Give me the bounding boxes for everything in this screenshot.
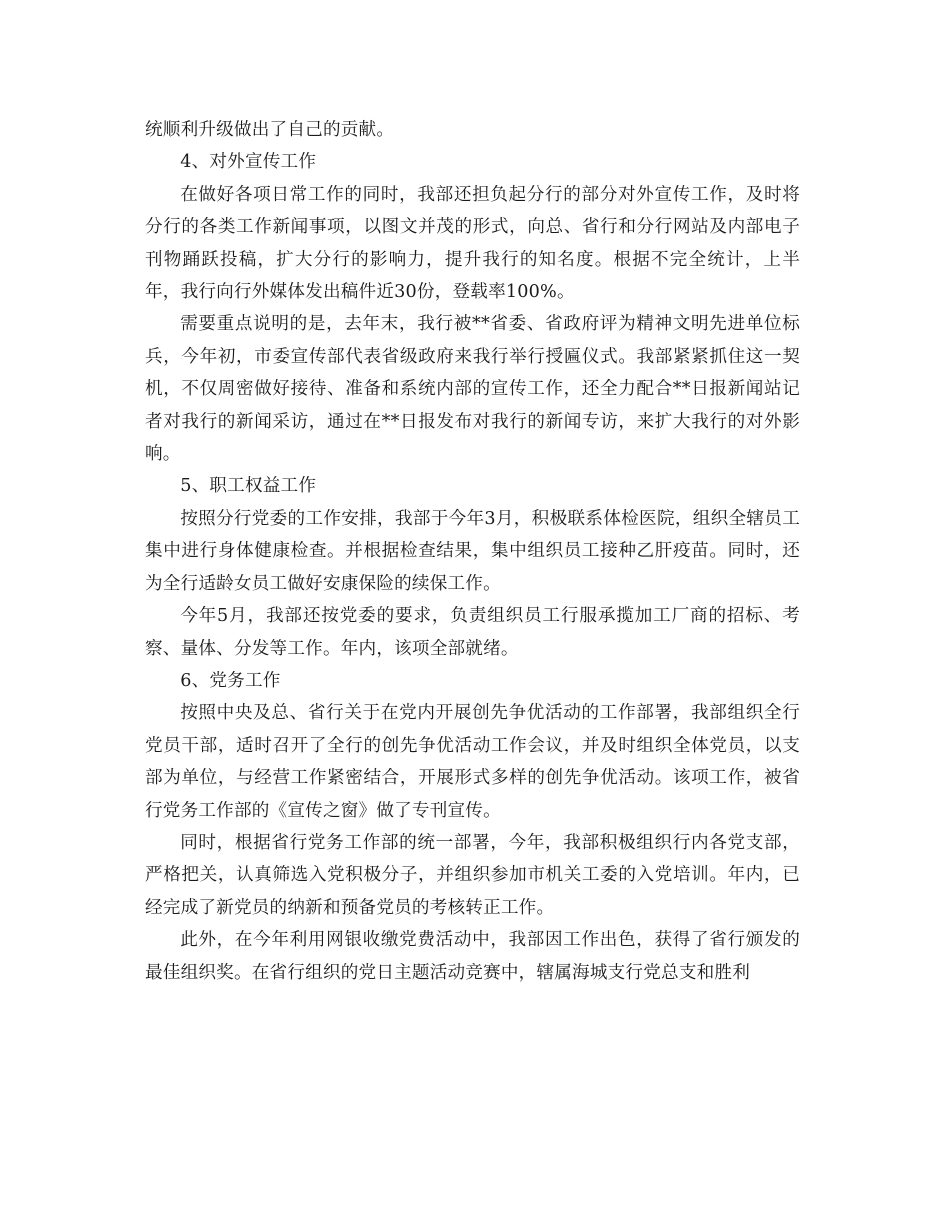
paragraph-party-activities: 按照中央及总、省行关于在党内开展创先争优活动的工作部署，我部组织全行党员干部，适时召开了全行的创先争优活动工作会议，并及时组织全体党员，以支部为单位，与经营工作紧密结合，开展形式多样的创先争优活动。该项工作，被省行党务工作部的《宣传之窗》做了专刊宣传。 — [145, 703, 800, 821]
paragraph-publicity-highlight: 需要重点说明的是，去年末，我行被**省委、省政府评为精神文明先进单位标兵，今年初，市委宣传部代表省级政府来我行举行授匾仪式。我部紧紧抓住这一契机，不仅周密做好接待、准备和系统内部的宣传工作，还全力配合**日报新闻站记者对我行的新闻采访，通过在**日报发布对我行的新闻专访，来扩大我行的对外影响。 — [145, 314, 800, 465]
document-body — [145, 114, 800, 989]
section-heading-publicity: 4、对外宣传工作 — [180, 152, 317, 173]
paragraph-party-awards: 此外，在今年利用网银收缴党费活动中，我部因工作出色，获得了省行颁发的最佳组织奖。在省行组织的党日主题活动竞赛中，辖属海城支行党总支和胜利 — [145, 930, 800, 983]
section-heading-employee-rights: 5、职工权益工作 — [180, 476, 317, 497]
section-heading-party-affairs: 6、党务工作 — [180, 670, 281, 691]
paragraph-publicity: 在做好各项日常工作的同时，我部还担负起分行的部分对外宣传工作，及时将分行的各类工作新闻事项，以图文并茂的形式，向总、省行和分行网站及内部电子刊物踊跃投稿，扩大分行的影响力，提升我行的知名度。根据不完全统计，上半年，我行向行外媒体发出稿件近30份，登载率100%。 — [145, 184, 800, 303]
paragraph-health-check: 按照分行党委的工作安排，我部于今年3月，积极联系体检医院，组织全辖员工集中进行身体健康检查。并根据检查结果，集中组织员工接种乙肝疫苗。同时，还为全行适龄女员工做好安康保险的续保工作。 — [145, 508, 800, 594]
paragraph-uniforms: 今年5月，我部还按党委的要求，负责组织员工行服承揽加工厂商的招标、考察、量体、分发等工作。年内，该项全部就绪。 — [145, 606, 800, 659]
paragraph-party-membership: 同时，根据省行党务工作部的统一部署，今年，我部积极组织行内各党支部，严格把关，认真筛选入党积极分子，并组织参加市机关工委的入党培训。年内，已经完成了新党员的纳新和预备党员的考核转正工作。 — [145, 832, 800, 918]
paragraph-continuation: 统顺利升级做出了自己的贡献。 — [145, 120, 395, 140]
